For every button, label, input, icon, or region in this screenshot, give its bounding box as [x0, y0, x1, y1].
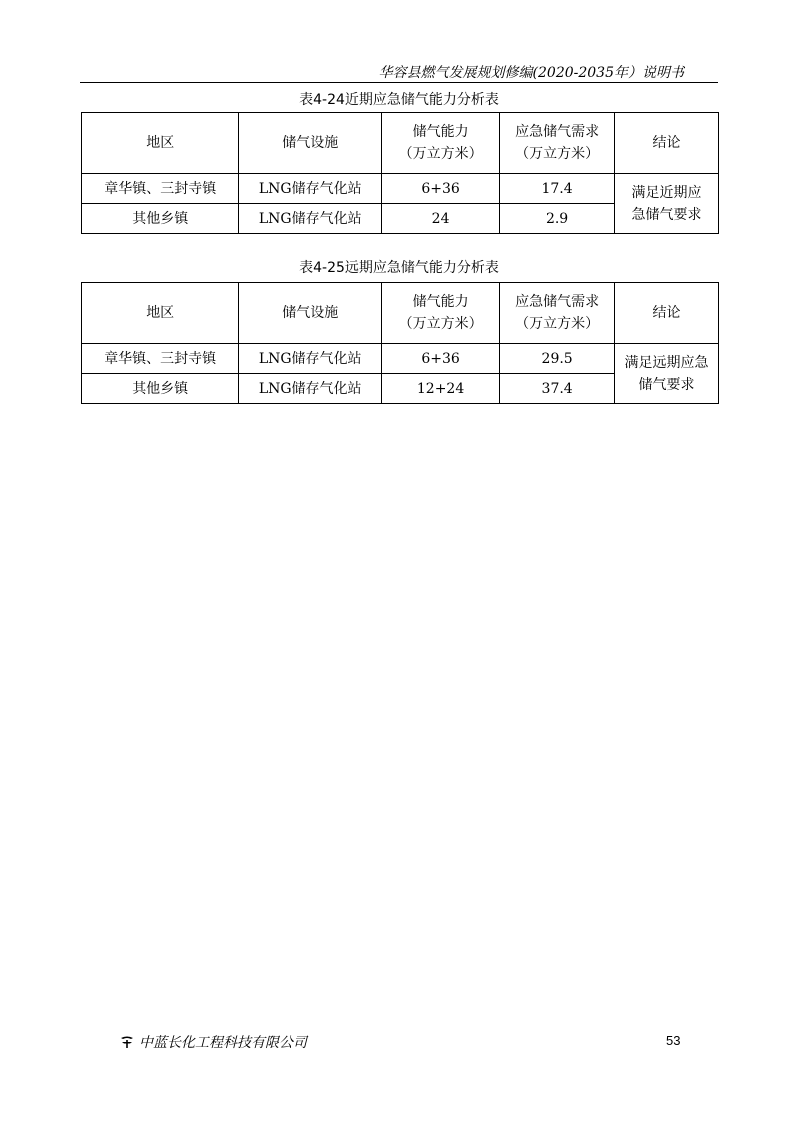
cell: 章华镇、三封寺镇 — [82, 174, 239, 204]
cell: 章华镇、三封寺镇 — [82, 344, 239, 374]
table-row — [82, 174, 719, 204]
header-line: （万立方米） — [398, 316, 483, 332]
cell: LNG储存气化站 — [239, 204, 382, 234]
cell: 24 — [382, 204, 500, 234]
header-line: （万立方米） — [515, 316, 600, 332]
cell: 其他乡镇 — [82, 204, 239, 234]
header-line: （万立方米） — [398, 146, 483, 162]
header-line: 应急储气需求 — [515, 124, 600, 140]
table-caption: 表4-25远期应急储气能力分析表 — [299, 260, 499, 276]
cell: 37.4 — [500, 374, 615, 404]
page-number: 53 — [666, 1033, 681, 1048]
cell: 17.4 — [500, 174, 615, 204]
cell: LNG储存气化站 — [239, 174, 382, 204]
conclusion-cell — [615, 174, 719, 234]
cell: 29.5 — [500, 344, 615, 374]
conclusion-line: 满足近期应 — [631, 184, 702, 201]
company-name: 中蓝长化工程科技有限公司 — [139, 1035, 307, 1051]
cell: 12+24 — [382, 374, 500, 404]
table-row — [82, 344, 719, 374]
footer-company — [119, 1032, 307, 1052]
conclusion-cell — [615, 344, 719, 404]
conclusion-line: 储气要求 — [638, 376, 695, 393]
header-line: （万立方米） — [515, 146, 600, 162]
header-cell: 地区 — [82, 283, 239, 344]
header-divider — [80, 82, 718, 83]
header-cell: 储气设施 — [239, 283, 382, 344]
header-cell: 结论 — [615, 283, 719, 344]
near-term-table — [81, 112, 719, 234]
cell: 2.9 — [500, 204, 615, 234]
header-cell — [500, 283, 615, 344]
table-caption: 表4-24近期应急储气能力分析表 — [299, 92, 499, 108]
conclusion-line: 满足远期应急 — [624, 354, 709, 371]
header-line: 储气能力 — [412, 124, 469, 140]
long-term-table — [81, 282, 719, 404]
header-cell: 地区 — [82, 113, 239, 174]
header-line: 储气能力 — [412, 294, 469, 310]
header-cell — [382, 283, 500, 344]
header-line: 应急储气需求 — [515, 294, 600, 310]
table-header-row — [82, 283, 719, 344]
header-cell: 结论 — [615, 113, 719, 174]
header-cell — [382, 113, 500, 174]
conclusion-line: 急储气要求 — [631, 206, 702, 223]
header-cell: 储气设施 — [239, 113, 382, 174]
cell: 6+36 — [382, 174, 500, 204]
company-logo-icon — [119, 1035, 135, 1049]
cell: LNG储存气化站 — [239, 344, 382, 374]
header-cell — [500, 113, 615, 174]
table-header-row — [82, 113, 719, 174]
cell: 6+36 — [382, 344, 500, 374]
document-header: 华容县燃气发展规划修编(2020-2035年）说明书 — [378, 65, 684, 81]
cell: 其他乡镇 — [82, 374, 239, 404]
cell: LNG储存气化站 — [239, 374, 382, 404]
